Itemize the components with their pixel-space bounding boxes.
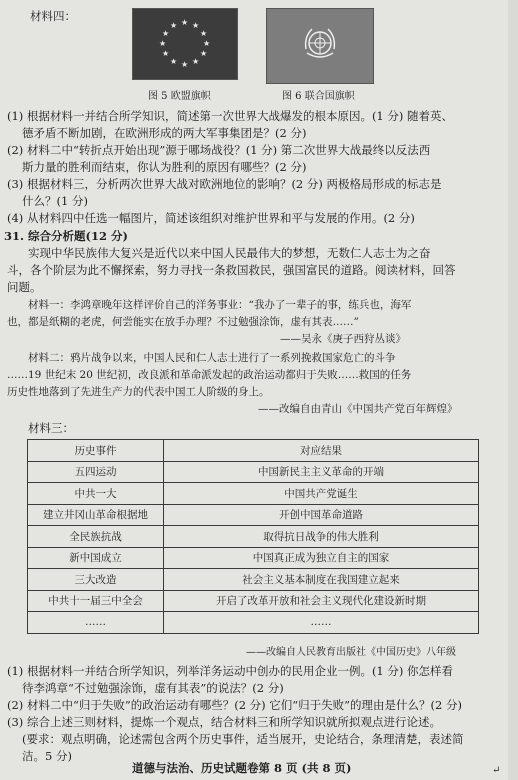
table-cell-result: 中国共产党诞生 — [164, 483, 479, 505]
table-cell-event: 中共十一届三中全会 — [28, 590, 164, 612]
material-1-source: ——吴永《庚子西狩丛谈》 — [280, 333, 406, 345]
table-row — [28, 612, 479, 634]
material-4-label: 材料四： — [30, 9, 76, 23]
table-row — [28, 504, 479, 526]
material-2-text: 历史性地落到了先进生产力的代表中国工人阶级的身上。 — [7, 386, 270, 398]
q31-question: (1) 根据材料一并结合所学知识，列举洋务运动中创办的民用企业一例。(1 分) 你怎样看 — [7, 664, 454, 678]
table-cell-event: 全民族抗战 — [28, 526, 164, 548]
material-1-text: 也，都是纸糊的老虎，何尝能实在放手办理？不过勉强涂饰，虚有其表……” — [7, 316, 359, 328]
table-header-row — [28, 440, 479, 462]
material-1-text: 材料一：李鸿章晚年这样评价自己的洋务事业：“我办了一辈子的事，练兵也，海军 — [28, 299, 412, 311]
table-row — [28, 569, 479, 591]
table-header: 对应结果 — [164, 440, 479, 462]
q31-question: 洁。5 分) — [22, 749, 72, 763]
q31-question: (2) 材料二中“归于失败”的政治运动有哪些？(2 分) 它们“归于失败”的理由是什么？(2 分) — [7, 698, 463, 712]
table-cell-result: 取得抗日战争的伟大胜利 — [164, 526, 479, 548]
q31-intro: 问题。 — [7, 280, 42, 294]
q30-line: 德矛盾不断加剧，在欧洲形成的两大军事集团是？(2 分) — [22, 126, 307, 140]
return-mark: ↵ — [492, 765, 501, 776]
table-header: 历史事件 — [28, 440, 164, 462]
q31-question: (3) 综合上述三则材料，提炼一个观点，结合材料三和所学知识就所拟观点进行论述。 — [7, 715, 441, 729]
table-cell-event: 五四运动 — [28, 461, 164, 483]
q30-line: (3) 根据材料三，分析两次世界大战对欧洲地位的影响？(2 分) 两极格局形成的标志是 — [7, 177, 442, 191]
q30-line: (2) 材料二中“转折点开始出现”源于哪场战役？(1 分) 第二次世界大战最终以反法西 — [7, 143, 431, 157]
table-cell-result: …… — [164, 612, 479, 634]
material-3-source: ——改编自人民教育出版社《中国历史》八年级 — [246, 647, 456, 658]
page-footer: 道德与法治、历史试题卷第 8 页 (共 8 页) — [132, 761, 352, 775]
history-events-table — [27, 439, 479, 634]
material-2-text: ……19 世纪末 20 世纪初，改良派和革命派发起的政治运动都归于失败……救国的任务 — [7, 369, 412, 381]
table-cell-event: 新中国成立 — [28, 547, 164, 569]
fig5-caption: 图 5 欧盟旗帜 — [148, 91, 211, 102]
table-row — [28, 590, 479, 612]
material-3-label: 材料三： — [28, 421, 74, 435]
table-cell-result: 中国新民主主义革命的开端 — [164, 461, 479, 483]
q30-line: 斯力量的胜利而结束，你认为胜利的原因有哪些？(2 分) — [22, 160, 307, 174]
table-cell-result: 开创中国革命道路 — [164, 504, 479, 526]
eu-flag-image: ★ ★ ★ ★ ★ ★ ★ ★ ★ ★ ★ ★ — [132, 8, 238, 80]
table-row — [28, 483, 479, 505]
table-row — [28, 547, 479, 569]
table-cell-event: 建立井冈山革命根据地 — [28, 504, 164, 526]
table-row — [28, 461, 479, 483]
q31-intro: 斗，各个阶层为此不懈探索，努力寻找一条救国救民，强国富民的道路。阅读材料，回答 — [7, 263, 456, 277]
table-cell-event: 中共一大 — [28, 483, 164, 505]
q31-intro: 实现中华民族伟大复兴是近代以来中国人民最伟大的梦想，无数仁人志士为之奋 — [28, 246, 431, 260]
q30-line: (4) 从材料四中任选一幅图片，简述该组织对维护世界和平与发展的作用。(2 分) — [7, 211, 415, 225]
q31-question: (要求：观点明确，论述需包含两个历史事件，适当展开，史论结合，条理清楚，表述简 — [22, 732, 464, 746]
un-flag-image — [266, 8, 374, 84]
q30-line: (1) 根据材料一并结合所学知识，简述第一次世界大战爆发的根本原因。(1 分) 随着英、 — [7, 109, 454, 123]
q30-line: 什么？(1 分) — [22, 194, 88, 208]
table-cell-result: 中国真正成为独立自主的国家 — [164, 547, 479, 569]
table-cell-event: 三大改造 — [28, 569, 164, 591]
un-emblem-icon — [300, 23, 340, 63]
table-cell-result: 开启了改革开放和社会主义现代化建设新时期 — [164, 590, 479, 612]
material-2-text: 材料二：鸦片战争以来，中国人民和仁人志士进行了一系列挽救国家危亡的斗争 — [28, 352, 396, 364]
q31-title: 31. 综合分析题(12 分) — [4, 229, 128, 243]
fig6-caption: 图 6 联合国旗帜 — [282, 91, 355, 102]
q31-question: 待李鸿章“不过勉强涂饰，虚有其表”的说法？(2 分) — [22, 681, 284, 695]
material-2-source: ——改编自由青山《中国共产党百年辉煌》 — [258, 403, 458, 415]
table-cell-event: …… — [28, 612, 164, 634]
table-cell-result: 社会主义基本制度在我国建立起来 — [164, 569, 479, 591]
table-row — [28, 526, 479, 548]
